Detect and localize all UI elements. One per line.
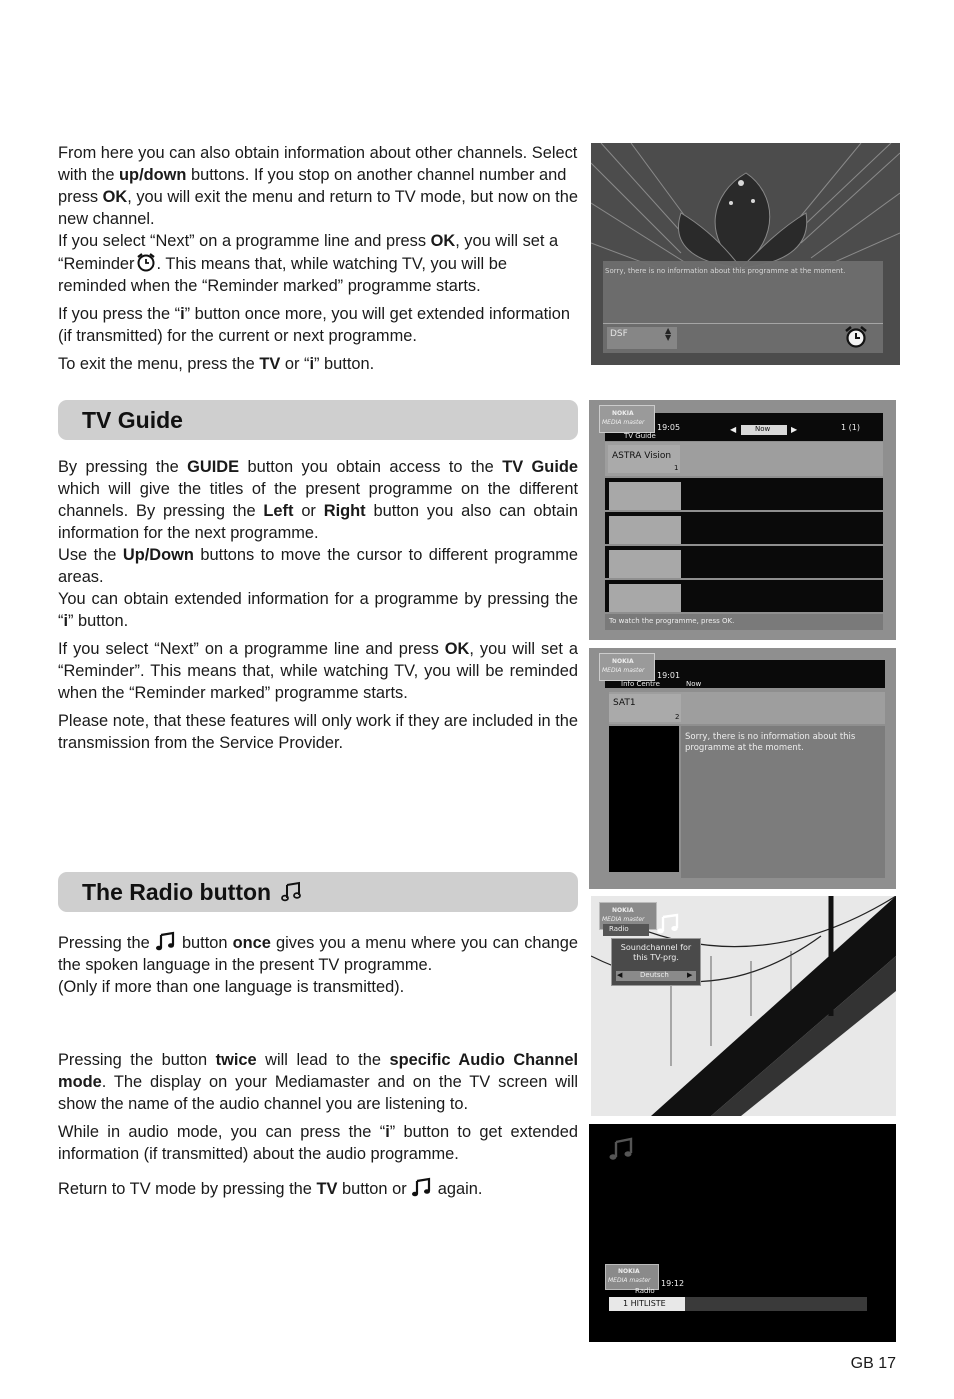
info-body: Sorry, there is no information about this programme at the moment. — [681, 726, 885, 878]
clock: 19:12 — [661, 1279, 685, 1288]
radio-paragraph-1: Pressing the button once gives you a menu where you can change the spoken language in the present TV programme. — [58, 931, 578, 976]
tv-guide-paragraph-2: Use the Up/Down buttons to move the cursor to different programme areas. — [58, 546, 579, 586]
nokia-logo: NOKIA MEDIA master — [599, 405, 655, 433]
station-name-box[interactable]: 1 HITLISTE — [609, 1297, 685, 1311]
soundchannel-menu: Soundchannel for this TV-prg. ◀ Deutsch ▶ — [611, 938, 701, 986]
tv-guide-heading-text: TV Guide — [82, 407, 183, 433]
radio-paragraph-3: While in audio mode, you can press the “i” button to get extended information (if transmitted) about the audio programme. — [58, 1123, 578, 1163]
screenshot-info-flower — [591, 143, 900, 365]
radio-paragraph-4: Return to TV mode by pressing the TV button or again. — [58, 1177, 578, 1200]
screenshot-tv-guide — [589, 400, 896, 640]
tv-guide-paragraph-4: If you select “Next” on a programme line and press OK, you will set a “Reminder”. This means that, while watching TV, you will be reminded when the “Reminder marked” programme starts. — [58, 640, 578, 702]
music-note-icon — [655, 912, 681, 936]
tv-guide-paragraph-5: Please note, that these features will only work if they are included in the transmission from the Service Provider. — [58, 712, 578, 752]
radio-text-1 — [58, 931, 578, 998]
tv-guide-heading — [58, 400, 578, 440]
alarm-clock-icon — [135, 252, 157, 272]
music-note-icon — [411, 1177, 433, 1197]
left-arrow-icon[interactable]: ◀ — [617, 971, 623, 979]
info-message: Sorry, there is no information about this programme at the moment. — [605, 267, 846, 275]
screenshot-soundchannel — [591, 896, 896, 1116]
music-note-icon — [281, 880, 303, 902]
tv-guide-paragraph-1: By pressing the GUIDE button you obtain access to the TV Guide which will give the titles of the present programme on the different channels. By pressing the Left or Right button you also can obtain information for the next programme. — [58, 458, 579, 542]
clock: 19:01 — [657, 671, 681, 680]
guide-row-selected[interactable]: ASTRA Vision 1 — [605, 442, 883, 476]
music-note-icon — [155, 931, 177, 951]
channel-list — [609, 726, 679, 872]
intro-paragraph-3: If you press the “i” button once more, you will get extended information (if transmitted) for the current or next programme. — [58, 305, 571, 345]
nokia-logo: NOKIA MEDIA master — [605, 1264, 659, 1290]
now-label: Now — [686, 680, 702, 688]
radio-tab: Radio — [603, 924, 649, 936]
guide-row[interactable] — [605, 546, 883, 578]
screenshot-radio-mode — [589, 1124, 896, 1342]
language-selector[interactable]: ◀ Deutsch ▶ — [616, 971, 696, 981]
right-arrow-icon[interactable]: ▶ — [687, 971, 693, 979]
radio-paragraph-1b: (Only if more than one language is transmitted). — [58, 978, 405, 996]
channel-row[interactable]: SAT1 2 — [609, 692, 885, 724]
nokia-logo: NOKIA MEDIA master — [599, 653, 655, 681]
intro-text — [58, 142, 578, 375]
radio-paragraph-2: Pressing the button twice will lead to the specific Audio Channel mode. The display on your Mediamaster and on the TV screen will show the name of the audio channel you are listening to. — [58, 1051, 578, 1113]
tv-guide-paragraph-3: You can obtain extended information for a programme by pressing the “i” button. — [58, 590, 578, 630]
guide-row[interactable] — [605, 580, 883, 612]
menu-title: Info Centre — [621, 680, 660, 688]
page-number: GB 17 — [850, 1355, 896, 1372]
intro-paragraph-1: From here you can also obtain information about other channels. Select with the up/down buttons. If you stop on another channel number and press OK, you will exit the menu and return to TV mode, but now on the new channel. — [58, 144, 578, 228]
clock: 19:05 — [657, 423, 681, 432]
menu-title: TV Guide — [624, 432, 656, 440]
guide-footer: To watch the programme, press OK. — [605, 614, 883, 630]
intro-paragraph-2: If you select “Next” on a programme line and press OK, you will set a “Reminder . This means that, while watching TV, you will be reminded when the “Reminder marked” programme starts. — [58, 232, 559, 295]
guide-row[interactable] — [605, 512, 883, 544]
guide-row[interactable] — [605, 478, 883, 510]
left-arrow-icon[interactable]: ◀ — [730, 425, 737, 434]
radio-heading-text: The Radio button — [82, 879, 303, 906]
page-indicator: 1 (1) — [841, 423, 860, 432]
screenshot-info-centre — [589, 648, 896, 889]
radio-label: Radio — [635, 1287, 655, 1295]
station-bar — [609, 1297, 867, 1311]
now-selector[interactable]: Now — [741, 425, 787, 435]
alarm-clock-icon — [843, 325, 869, 349]
channel-box — [607, 327, 677, 349]
channel-name: DSF — [610, 329, 628, 339]
tv-guide-text — [58, 456, 578, 754]
info-panel — [603, 261, 883, 353]
right-arrow-icon[interactable]: ▶ — [791, 425, 798, 434]
radio-text-2 — [58, 1049, 578, 1200]
nokia-logo: NOKIA MEDIA master — [599, 902, 657, 930]
intro-paragraph-4: To exit the menu, press the TV or “i” button. — [58, 355, 375, 373]
channel-arrows-icon: ▲ ▼ — [665, 326, 672, 342]
music-note-icon — [607, 1136, 635, 1162]
radio-heading — [58, 872, 578, 912]
